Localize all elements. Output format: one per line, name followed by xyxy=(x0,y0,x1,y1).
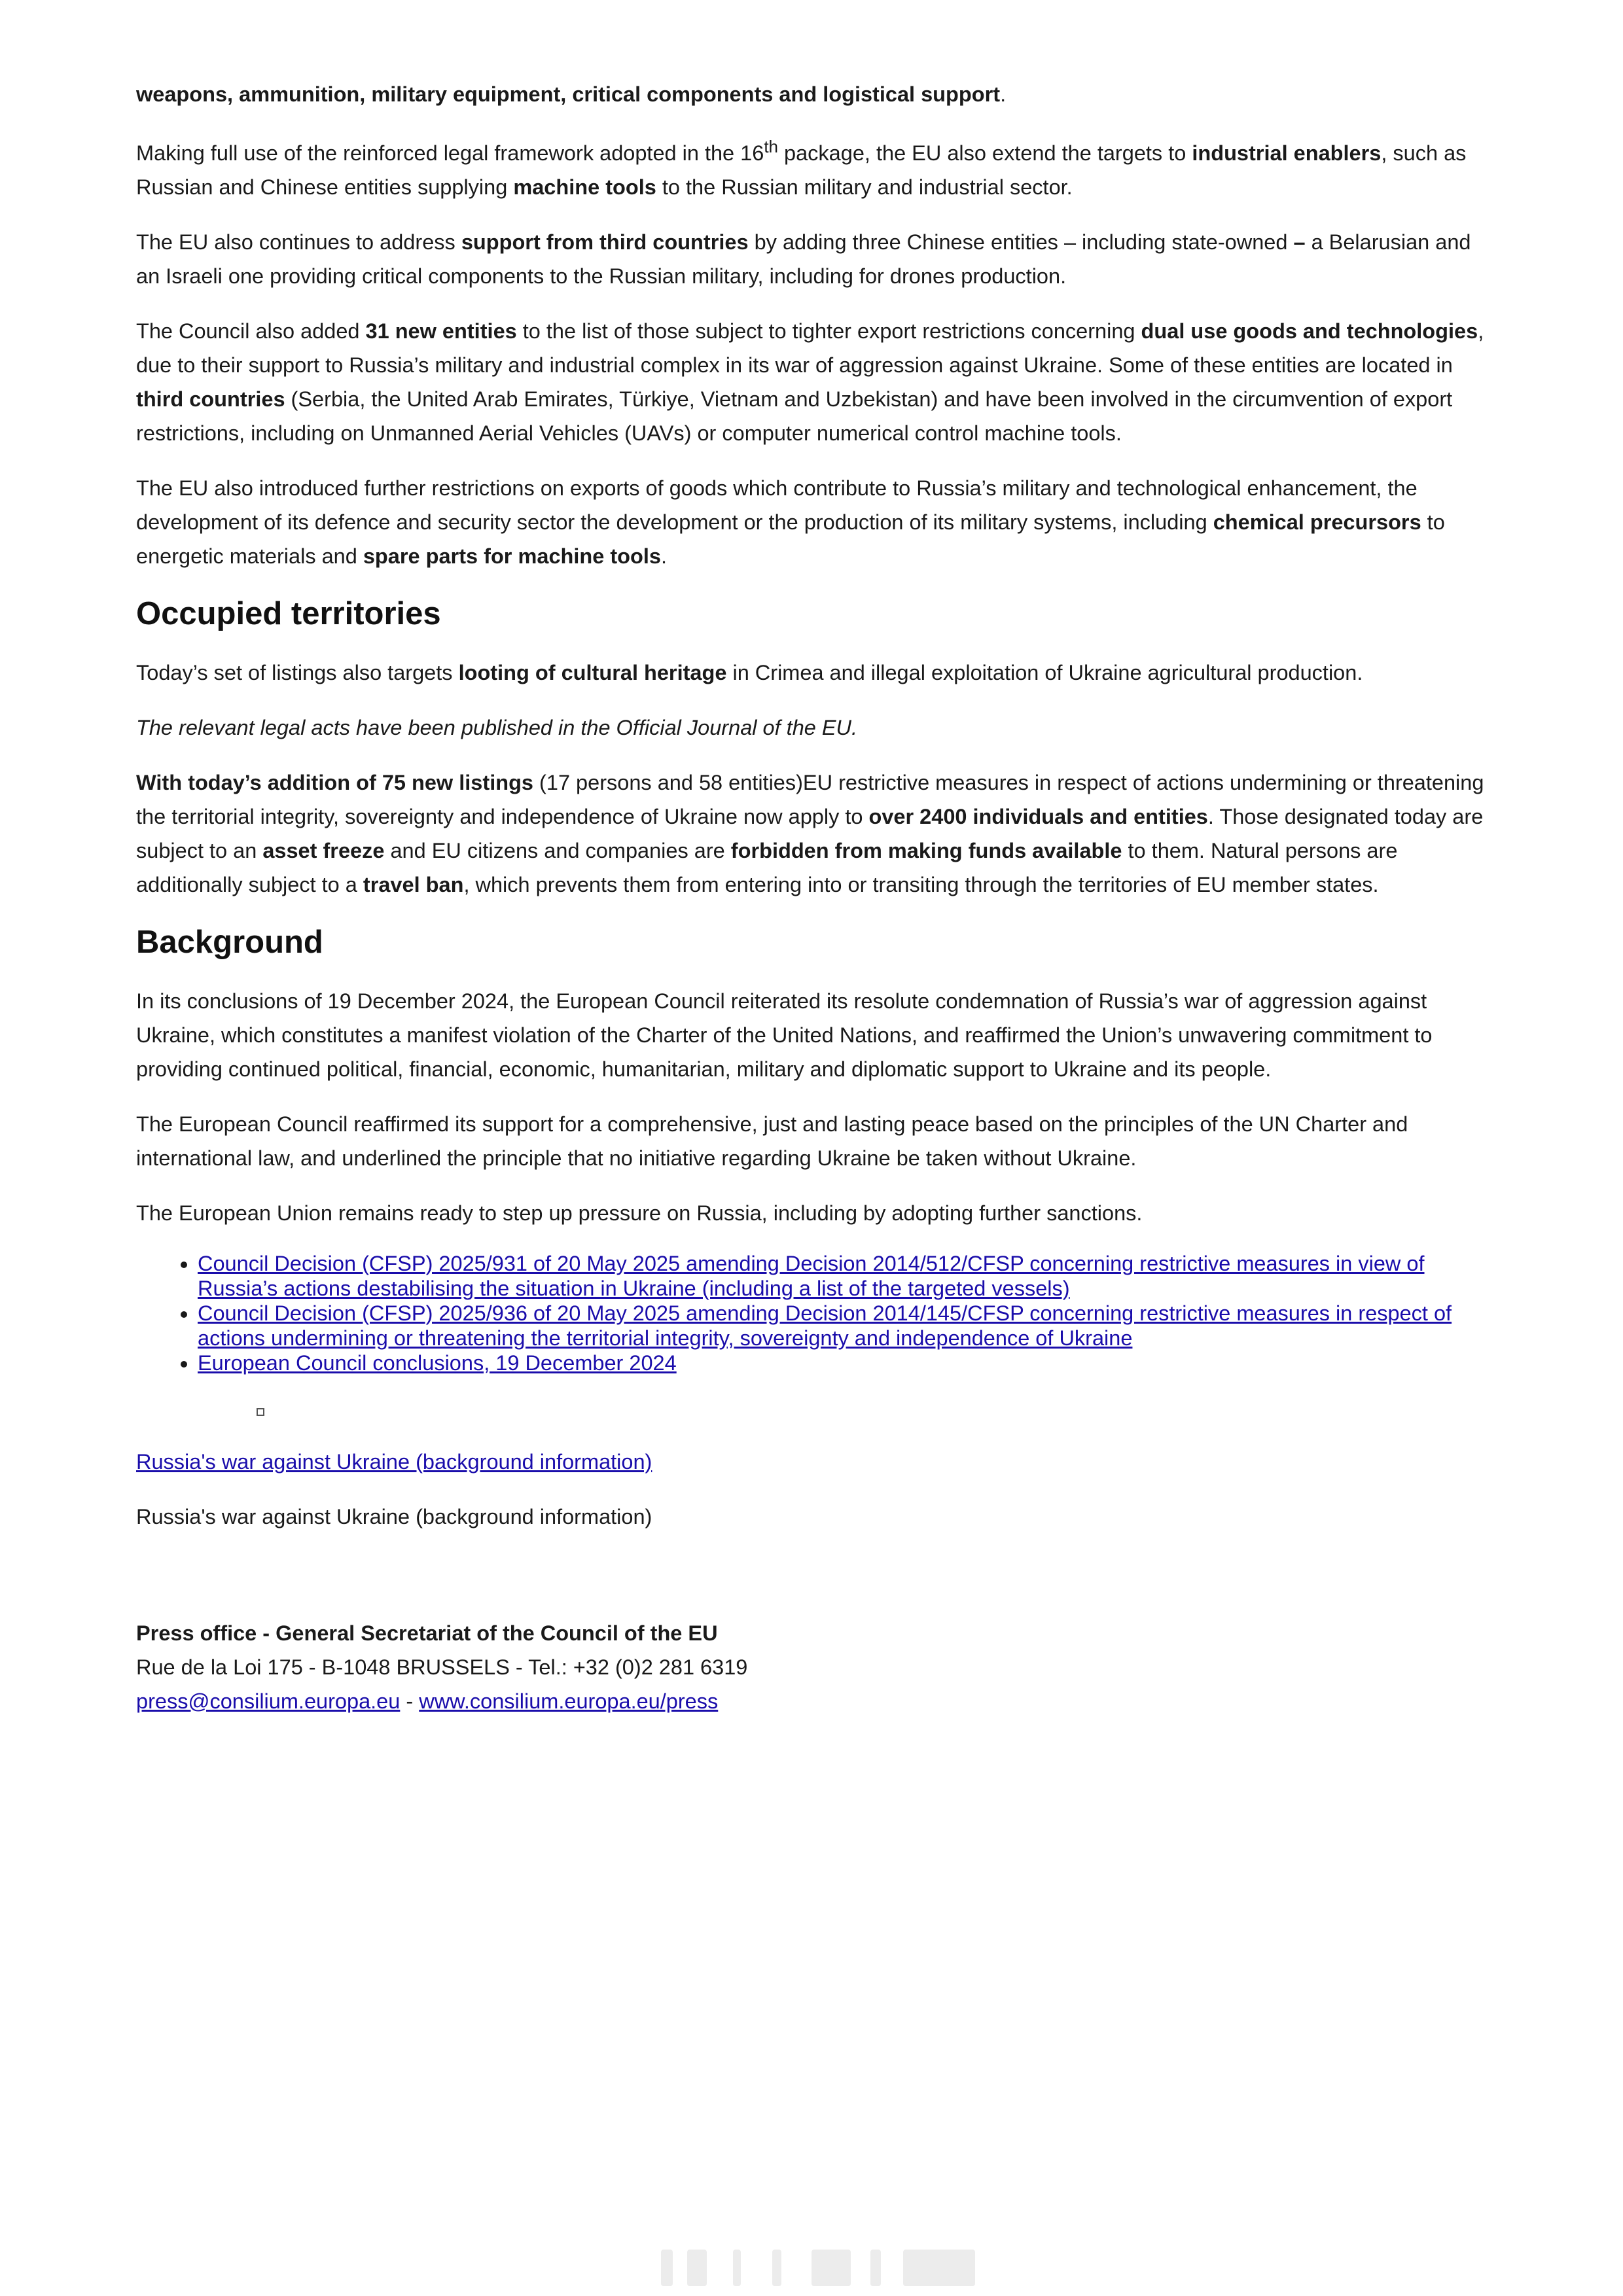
bold-text: forbidden from making funds available xyxy=(730,838,1122,862)
background-heading: Background xyxy=(136,924,323,960)
background-link-paragraph xyxy=(136,1445,1491,1479)
text: Today’s set of listings also targets xyxy=(136,660,459,684)
related-documents-list xyxy=(136,1251,1491,1375)
mark-bar xyxy=(870,2250,881,2286)
italic-text: The relevant legal acts have been published in the Official Journal of the EU. xyxy=(136,715,858,739)
cultural-heritage-paragraph xyxy=(136,656,1491,690)
european-council-conclusions-link[interactable]: European Council conclusions, 19 December 2024 xyxy=(198,1351,677,1375)
background-text: Russia's war against Ukraine (background information) xyxy=(136,1504,652,1528)
text: and EU citizens and companies are xyxy=(384,838,731,862)
empty-sub-list xyxy=(136,1399,1491,1419)
mark-bar xyxy=(903,2250,975,2286)
legal-acts-note xyxy=(136,711,1491,745)
bold-text: Press office - General Secretariat of the Council of the EU xyxy=(136,1621,718,1645)
industrial-enablers-paragraph xyxy=(136,130,1491,204)
bold-text: asset freeze xyxy=(262,838,385,862)
occupied-territories-heading: Occupied territories xyxy=(136,595,441,631)
intro-paragraph xyxy=(136,77,1491,111)
text: The EU also introduced further restrictions on exports of goods which contribute to Russia’s military and technological enhancement, the development of its defence and security sector the development or the production of its military systems, including xyxy=(136,476,1418,534)
text: a Belarusian and an Israeli one providing critical components to the Russian military, including for drones production. xyxy=(136,230,1471,288)
text: to them. Natural persons are additionally subject to a xyxy=(136,838,1398,896)
bold-text: travel ban xyxy=(363,872,464,896)
text: package, the EU also extend the targets to xyxy=(778,141,1192,165)
superscript: th xyxy=(764,137,778,156)
mark-bar xyxy=(661,2250,673,2286)
bold-text: dual use goods and technologies xyxy=(1141,319,1478,343)
press-office-address: Rue de la Loi 175 - B-1048 BRUSSELS - Tel.: +32 (0)2 281 6319 xyxy=(136,1655,748,1679)
text: , due to their support to Russia’s military and industrial complex in its war of aggression against Ukraine. Some of these entities are located in xyxy=(136,319,1484,377)
background-info-link[interactable]: Russia's war against Ukraine (background information) xyxy=(136,1449,652,1474)
bold-text: – xyxy=(1293,230,1306,254)
bold-text: third countries xyxy=(136,387,285,411)
list-item xyxy=(198,1301,1491,1351)
third-countries-paragraph xyxy=(136,225,1491,293)
mark-bar xyxy=(812,2250,851,2286)
peace-paragraph: The European Council reaffirmed its support for a comprehensive, just and lasting peace based on the principles of the UN Charter and international law, and underlined the principle that no initiative regarding Ukraine be taken without Ukraine. xyxy=(136,1112,1408,1170)
mark-bar xyxy=(687,2250,707,2286)
bold-text: chemical precursors xyxy=(1213,510,1421,534)
text: The Council also added xyxy=(136,319,366,343)
press-office-contacts xyxy=(136,1684,1491,1718)
text: by adding three Chinese entities – including state-owned xyxy=(748,230,1294,254)
bold-text: spare parts for machine tools xyxy=(363,544,661,568)
pressure-paragraph: The European Union remains ready to step up pressure on Russia, including by adopting further sanctions. xyxy=(136,1201,1143,1225)
council-decision-936-link[interactable]: Council Decision (CFSP) 2025/936 of 20 May 2025 amending Decision 2014/145/CFSP concerning restrictive measures in respect of actions undermining or threatening the territorial integrity, sovereignty and independence of Ukraine xyxy=(198,1301,1452,1350)
press-email-link[interactable]: press@consilium.europa.eu xyxy=(136,1689,401,1713)
export-restrictions-paragraph xyxy=(136,471,1491,573)
text: The EU also continues to address xyxy=(136,230,461,254)
text: to energetic materials and xyxy=(136,510,1445,568)
bold-text: machine tools xyxy=(513,175,656,199)
text: . Those designated today are subject to an xyxy=(136,804,1484,862)
mark-bar xyxy=(772,2250,781,2286)
bold-text: With today’s addition of 75 new listings xyxy=(136,770,534,794)
bold-text: support from third countries xyxy=(461,230,749,254)
bold-text: looting of cultural heritage xyxy=(458,660,727,684)
bold-text: over 2400 individuals and entities xyxy=(868,804,1208,828)
council-decision-931-link[interactable]: Council Decision (CFSP) 2025/931 of 20 May 2025 amending Decision 2014/512/CFSP concerning restrictive measures in view of Russia’s actions destabilising the situation in Ukraine (including a list of the targeted vessels) xyxy=(198,1251,1425,1300)
text: , such as Russian and Chinese entities supplying xyxy=(136,141,1467,199)
new-listings-paragraph xyxy=(136,766,1491,902)
new-entities-paragraph xyxy=(136,314,1491,450)
bold-text: industrial enablers xyxy=(1192,141,1382,165)
separator: - xyxy=(400,1689,419,1713)
text: , which prevents them from entering into or transiting through the territories of EU member states. xyxy=(463,872,1379,896)
press-office-title xyxy=(136,1616,1491,1650)
text: (Serbia, the United Arab Emirates, Türkiye, Vietnam and Uzbekistan) and have been involved in the circumvention of export restrictions, including on Unmanned Aerial Vehicles (UAVs) or computer numerical control machine tools. xyxy=(136,387,1453,445)
intro-bold-text: weapons, ammunition, military equipment, critical components and logistical support xyxy=(136,82,1001,106)
intro-end: . xyxy=(1000,82,1007,106)
text: (17 persons and 58 entities)EU restrictive measures in respect of actions undermining or threatening the territorial integrity, sovereignty and independence of Ukraine now apply to xyxy=(136,770,1484,828)
text: to the Russian military and industrial sector. xyxy=(656,175,1073,199)
text: . xyxy=(661,544,668,568)
square-bullet-icon xyxy=(196,1399,1491,1419)
list-item xyxy=(198,1251,1491,1301)
bold-text: 31 new entities xyxy=(365,319,517,343)
conclusions-paragraph: In its conclusions of 19 December 2024, the European Council reiterated its resolute condemnation of Russia’s war of aggression against Ukraine, which constitutes a manifest violation of the Charter of the United Nations, and reaffirmed the Union’s unwavering commitment to providing continued political, financial, economic, humanitarian, military and diplomatic support to Ukraine and its people. xyxy=(136,989,1433,1081)
press-website-link[interactable]: www.consilium.europa.eu/press xyxy=(419,1689,719,1713)
text: in Crimea and illegal exploitation of Ukraine agricultural production. xyxy=(726,660,1363,684)
press-office-footer xyxy=(136,1616,1491,1718)
text: to the list of those subject to tighter export restrictions concerning xyxy=(516,319,1141,343)
list-item xyxy=(198,1351,1491,1375)
faint-barcode-mark xyxy=(661,2250,988,2289)
mark-bar xyxy=(733,2250,741,2286)
document-page xyxy=(136,77,1491,1718)
text: Making full use of the reinforced legal framework adopted in the 16 xyxy=(136,141,764,165)
